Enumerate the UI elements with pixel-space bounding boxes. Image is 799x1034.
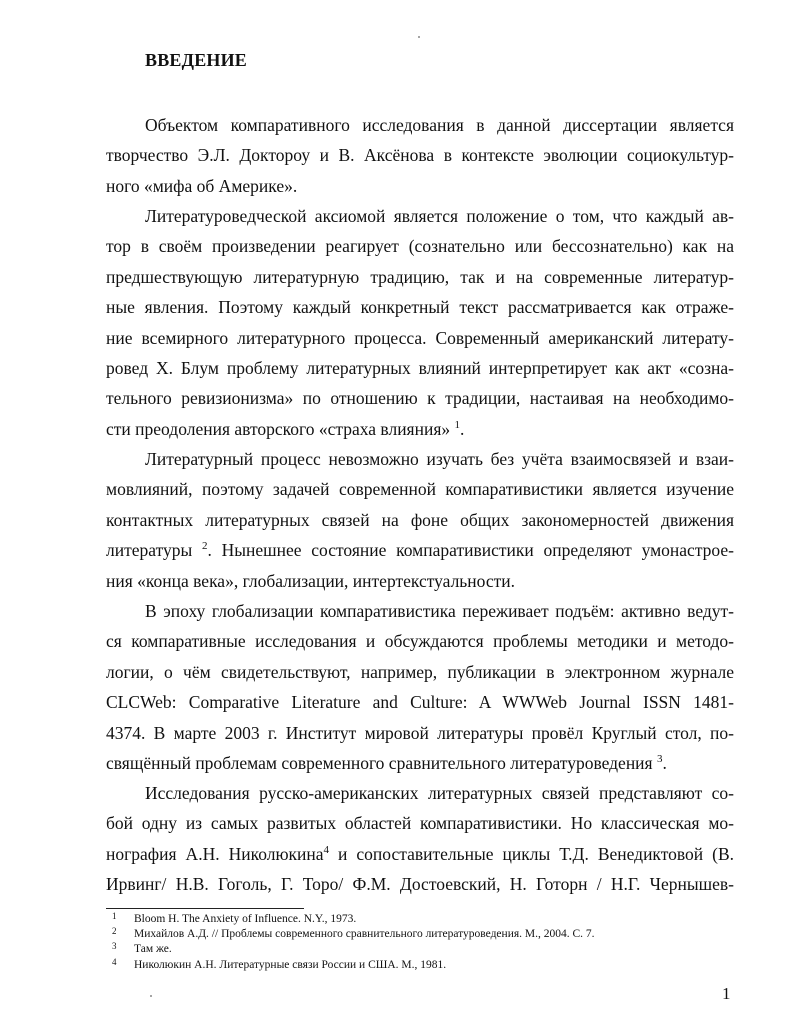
text-line: Исследования русско-американских литературных связей представляют со- <box>145 783 734 803</box>
footnote-ref-3: 3 <box>656 753 663 766</box>
text-line: Литературный процесс невозможно изучать без учёта взаимосвязей и взаи- <box>145 449 734 469</box>
text-line: Ирвинг/ Н.В. Гоголь, Г. Торо/ Ф.М. Достоевский, Н. Готорн / Н.Г. Чернышев- <box>106 874 734 895</box>
footnote-ref-4: 4 <box>323 843 330 856</box>
text-line-tail: и сопоставительные циклы Т.Д. Венедиктовой (В. <box>329 843 734 864</box>
footnote-1 <box>112 912 712 927</box>
text-line: ние всемирного литературного процесса. Современный американский литерату- <box>106 327 734 348</box>
text-line <box>106 535 734 565</box>
text-line <box>106 839 734 869</box>
text-line: ся компаративные исследования и обсуждаются проблемы методики и методо- <box>106 631 734 652</box>
text-line: мовлияний, поэтому задачей современной компаративистики является изучение <box>106 479 734 500</box>
footnote-number: 3 <box>112 941 117 952</box>
footnote-text: Николюкин А.Н. Литературные связи России и США. М., 1981. <box>134 958 447 971</box>
text-line: ния «конца века», глобализации, интертекстуальности. <box>106 570 515 591</box>
footnote-number: 2 <box>112 926 117 937</box>
footnote-2 <box>112 927 712 942</box>
footnote-number: 1 <box>112 911 117 921</box>
paragraph-5 <box>106 778 734 900</box>
text-line <box>106 748 734 778</box>
footnote-4 <box>112 958 712 973</box>
text-line: ровед Х. Блум проблему литературных влияний интерпретирует как акт «созна- <box>106 357 734 378</box>
footnote-text: Bloom H. The Anxiety of Influence. N.Y., 1973. <box>134 913 357 925</box>
text-line-content: литературы <box>106 540 193 561</box>
footnote-divider <box>106 908 304 909</box>
text-line-tail: . <box>662 752 667 773</box>
footnote-ref-1: 1 <box>454 418 461 431</box>
text-line: CLCWeb: Comparative Literature and Culture: A WWWeb Journal ISSN 1481- <box>106 692 734 713</box>
text-line-tail: . <box>460 418 465 439</box>
text-line-content: нография А.Н. Николюкина <box>106 843 324 864</box>
page-number: 1 <box>722 984 731 1003</box>
text-line: творчество Э.Л. Доктороу и В. Аксёнова в контексте эволюции социокультур- <box>106 145 734 166</box>
text-line: логии, о чём свидетельствуют, например, публикации в электронном журнале <box>106 661 734 682</box>
footnote-3 <box>112 942 712 957</box>
section-heading: ВВЕДЕНИЕ <box>145 50 248 70</box>
text-line: контактных литературных связей на фоне общих закономерностей движения <box>106 509 734 530</box>
paragraph-3 <box>106 444 734 596</box>
paragraph-1 <box>106 110 734 201</box>
text-line: предшествующую литературную традицию, так и на современные литератур- <box>106 266 734 287</box>
text-line: Литературоведческой аксиомой является положение о том, что каждый ав- <box>145 206 734 226</box>
text-line <box>106 414 734 444</box>
footnote-text: Там же. <box>134 943 172 956</box>
text-line: тельного ревизионизма» по отношению к традиции, настаивая на необходимо- <box>106 388 734 409</box>
text-line: 4374. В марте 2003 г. Институт мировой литературы провёл Круглый стол, по- <box>106 722 734 743</box>
scan-speck <box>150 995 152 997</box>
paragraph-4 <box>106 596 734 778</box>
text-line: бой одну из самых развитых областей компаративистики. Но классическая мо- <box>106 813 734 834</box>
scan-speck <box>418 36 420 38</box>
footnote-number: 4 <box>112 956 117 967</box>
footnote-ref-2: 2 <box>202 540 208 553</box>
text-line: Объектом компаративного исследования в данной диссертации является <box>145 115 734 135</box>
paragraph-2 <box>106 201 734 444</box>
text-line-content: свящённый проблемам современного сравнительного литературоведения <box>106 752 653 773</box>
text-line: В эпоху глобализации компаративистика переживает подъём: активно ведут- <box>145 601 734 621</box>
text-line: ного «мифа об Америке». <box>106 175 298 196</box>
footnote-text: Михайлов А.Д. // Проблемы современного сравнительного литературоведения. М., 2004. С. 7. <box>134 928 595 941</box>
text-line-tail: . Нынешнее состояние компаративистики определяют умонастрое- <box>207 540 734 561</box>
text-line-content: сти преодоления авторского «страха влияния» <box>106 418 451 439</box>
text-line: тор в своём произведении реагирует (сознательно или бессознательно) как на <box>106 236 734 257</box>
footnotes <box>112 912 712 973</box>
text-line: ные явления. Поэтому каждый конкретный текст рассматривается как отраже- <box>106 297 734 318</box>
